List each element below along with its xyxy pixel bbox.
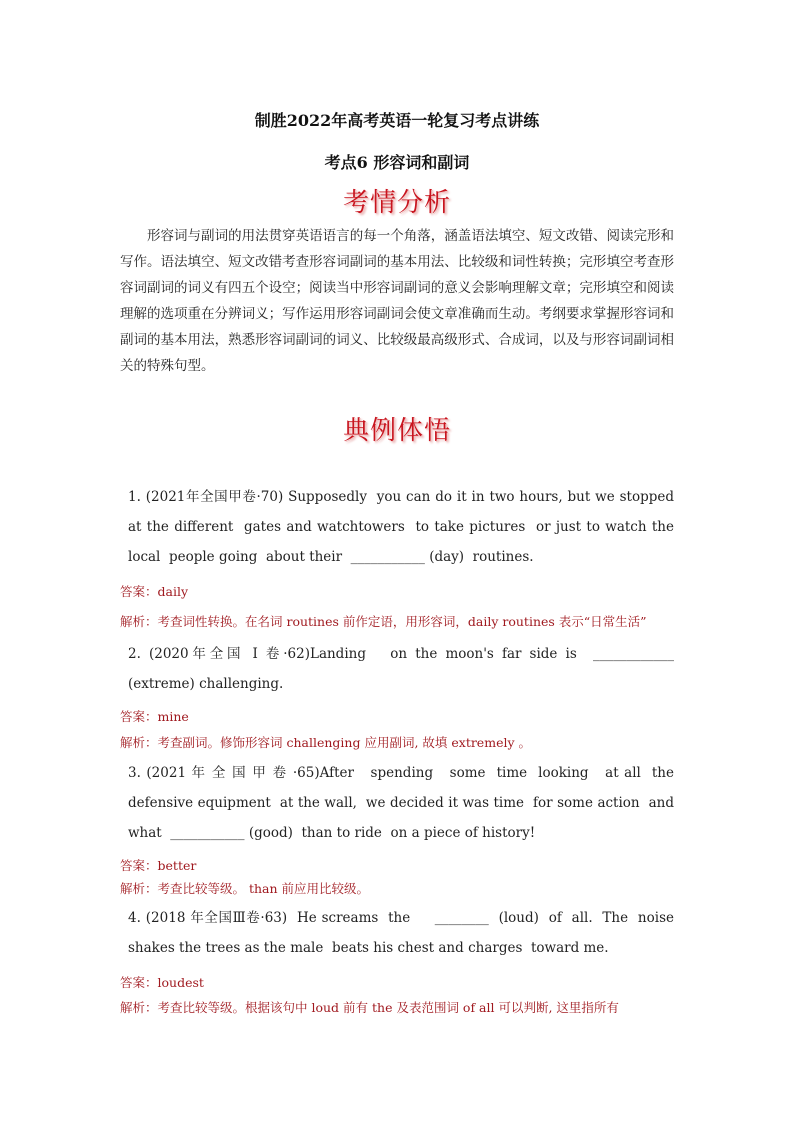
question-text: 3. (2021 年 全 国 甲 卷 ·65)After spending some time looking at all the defensive equipment at the wall, we decided it was time for some action and what ___________ (good) than to ride on a piece of history! — [128, 765, 683, 841]
explanation-2: 解析：考查副词。修饰形容词 challenging 应用副词, 故填 extremely 。 — [120, 735, 531, 750]
answer-value: better — [157, 858, 197, 873]
question-4 — [128, 903, 683, 963]
answer-label: 答案： — [120, 975, 158, 990]
explanation-3: 解析：考查比较等级。 than 前应用比较级。 — [120, 881, 370, 896]
explanation-1: 解析：考查词性转换。在名词 routines 前作定语，用形容词，daily routines 表示“日常生活” — [120, 614, 647, 629]
question-2 — [128, 639, 683, 699]
question-text: 1. (2021年全国甲卷·70) Supposedly you can do it in two hours, but we stopped at the different gates and watchtowers to take pictures or just to watch the local people going about their ___________ (day) routines. — [128, 489, 679, 565]
answer-label: 答案： — [120, 709, 158, 724]
explanation-4: 解析：考查比较等级。根据该句中 loud 前有 the 及表范围词 of all 可以判断, 这里指所有 — [120, 1000, 619, 1015]
question-text: 2. (2020年全国 I 卷·62)Landing on the moon's far side is ____________ (extreme) challenging. — [128, 646, 683, 692]
analysis-heading: 考情分析 — [342, 188, 451, 218]
answer-value: loudest — [157, 975, 204, 990]
intro-text: 形容词与副词的用法贯穿英语语言的每一个角落，涵盖语法填空、短文改错、阅读完形和写作。语法填空、短文改错考查形容词副词的基本用法、比较级和词性转换；完形填空考查形容词副词的词义有四五个设空；阅读当中形容词副词的意义会影响理解文章；完形填空和阅读理解的选项重在分辨词义；写作运用形容词副词会使文章准确而生动。考纲要求掌握形容词和副词的基本用法，熟悉形容词副词的词义、比较级最高级形式、合成词，以及与形容词副词相关的特殊句型。 — [120, 228, 674, 374]
question-1 — [128, 482, 679, 572]
answer-3 — [120, 856, 680, 874]
topic-subtitle: 考点6 形容词和副词 — [324, 153, 470, 172]
question-3 — [128, 758, 683, 848]
answer-label: 答案： — [120, 858, 158, 873]
answer-4 — [120, 973, 680, 991]
document-title: 制胜2022年高考英语一轮复习考点讲练 — [254, 111, 540, 130]
question-text: 4. (2018 年全国Ⅲ卷·63) He screams the ________ (loud) of all. The noise shakes the trees as the male beats his chest and charges toward me. — [128, 910, 683, 956]
examples-heading: 典例体悟 — [342, 416, 451, 446]
answer-2 — [120, 707, 680, 725]
answer-value: mine — [157, 709, 189, 724]
answer-label: 答案： — [120, 584, 158, 599]
answer-1 — [120, 582, 680, 600]
answer-value: daily — [157, 584, 189, 599]
intro-paragraph — [120, 223, 674, 379]
